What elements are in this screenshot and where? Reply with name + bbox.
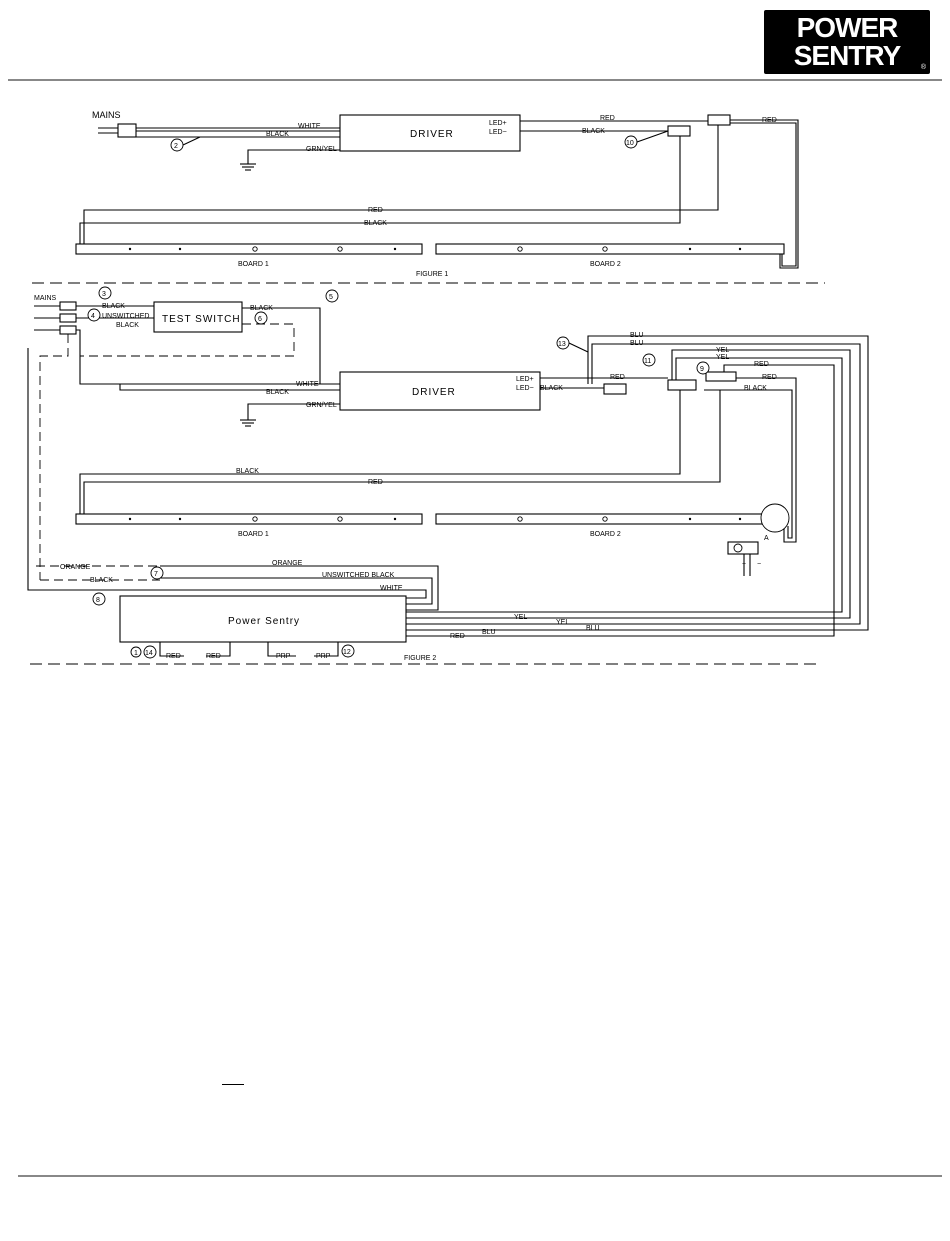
wire-yel-fig2-a: YEL bbox=[716, 347, 730, 354]
led-minus-fig2: LED− bbox=[516, 385, 534, 392]
wire-red-fig1-b: RED bbox=[762, 117, 777, 124]
wire-prp-fig2-a: PRP bbox=[276, 653, 291, 660]
figure-1-caption: FIGURE 1 bbox=[416, 271, 449, 278]
stray-mark bbox=[222, 1084, 244, 1085]
wire-orange-fig2-b: ORANGE bbox=[272, 560, 303, 567]
connector-10 bbox=[668, 126, 690, 136]
callout-4: 4 bbox=[91, 313, 95, 320]
wire-red-fig1-c: RED bbox=[368, 207, 383, 214]
callout-5: 5 bbox=[329, 294, 333, 301]
board-2-label-fig2: BOARD 2 bbox=[590, 531, 621, 538]
connector-9 bbox=[706, 372, 736, 381]
wire-red-fig2-b: RED bbox=[754, 361, 769, 368]
wire-black-fig2-d: BLACK bbox=[266, 389, 289, 396]
callout-1: 1 bbox=[134, 650, 138, 657]
polarity-plus: + bbox=[742, 561, 747, 568]
wire-red-fig2-c: RED bbox=[762, 374, 777, 381]
connector-top-right-fig1 bbox=[708, 115, 730, 125]
mains-label-fig2: MAINS bbox=[34, 295, 57, 302]
wire-black-fig1-c: BLACK bbox=[364, 220, 387, 227]
wire-blu-fig2-a: BLU bbox=[630, 332, 644, 339]
callout-2-text: 2 bbox=[174, 143, 178, 150]
callout-12: 13 bbox=[558, 341, 566, 348]
connector-detail bbox=[728, 542, 758, 554]
wire-white-fig2-b: WHITE bbox=[380, 585, 403, 592]
wire-yel-fig2-c: YEL bbox=[514, 614, 528, 621]
mains-connector-fig1 bbox=[118, 124, 136, 137]
test-switch-label: TEST SWITCH bbox=[162, 314, 241, 325]
board-2-label-fig1: BOARD 2 bbox=[590, 261, 621, 268]
wire-white-fig2: WHITE bbox=[296, 381, 319, 388]
polarity-minus: − bbox=[757, 561, 762, 568]
wire-yel-fig2-b: YEL bbox=[716, 354, 730, 361]
wire-black-fig2-b: BLACK bbox=[116, 322, 139, 329]
board-1-fig2 bbox=[76, 514, 422, 524]
wire-unswitched-fig2: UNSWITCHED bbox=[102, 313, 150, 320]
led-plus-fig1: LED+ bbox=[489, 120, 507, 127]
led-plus-fig2: LED+ bbox=[516, 376, 534, 383]
wire-black-fig2-c: BLACK bbox=[250, 305, 273, 312]
connector-12 bbox=[604, 384, 626, 394]
board-1-label-fig2: BOARD 1 bbox=[238, 531, 269, 538]
wire-black-fig2-f: BLACK bbox=[744, 385, 767, 392]
wire-prp-fig2-b: PRP bbox=[316, 653, 331, 660]
board-1-fig1 bbox=[76, 244, 422, 254]
wire-black-fig2-g: BLACK bbox=[236, 468, 259, 475]
mains-label-fig1: MAINS bbox=[92, 110, 121, 120]
wire-blu-fig2-c: BLU bbox=[586, 625, 600, 632]
callout-14: 14 bbox=[145, 650, 153, 657]
callout-11: 11 bbox=[644, 358, 652, 365]
wire-orange-fig2-a: ORANGE bbox=[60, 564, 91, 571]
wire-yel-fig2-d: YEL bbox=[556, 619, 570, 626]
figure-1 bbox=[32, 110, 825, 283]
power-sentry-label: Power Sentry bbox=[228, 616, 301, 627]
wire-red-fig2-d: RED bbox=[368, 479, 383, 486]
wire-blu-fig2-b: BLU bbox=[630, 340, 644, 347]
callout-6: 6 bbox=[258, 316, 262, 323]
wire-black-fig1: BLACK bbox=[266, 131, 289, 138]
wire-black-fig2-h: BLACK bbox=[90, 577, 113, 584]
led-minus-fig1: LED− bbox=[489, 129, 507, 136]
wire-blu-fig2-d: BLU bbox=[482, 629, 496, 636]
wire-red-fig2-e: RED bbox=[450, 633, 465, 640]
wire-black-fig2-a: BLACK bbox=[102, 303, 125, 310]
wire-unswitched-black: UNSWITCHED BLACK bbox=[322, 572, 395, 579]
callout-9: 9 bbox=[700, 366, 704, 373]
wire-red-fig2-f: RED bbox=[166, 653, 181, 660]
callout-13: 12 bbox=[343, 649, 351, 656]
wire-black-fig2-e: BLACK bbox=[540, 385, 563, 392]
board-1-label-fig1: BOARD 1 bbox=[238, 261, 269, 268]
wire-red-fig2-a: RED bbox=[610, 374, 625, 381]
wire-grn-yel-fig1: GRN/YEL bbox=[306, 146, 337, 153]
wire-red-fig2-g: RED bbox=[206, 653, 221, 660]
logo-line-2: SENTRY bbox=[793, 40, 901, 71]
board-2-fig2 bbox=[436, 514, 784, 524]
point-a: A bbox=[764, 535, 769, 542]
figure-2-caption: FIGURE 2 bbox=[404, 655, 437, 662]
wire-red-fig1-a: RED bbox=[600, 115, 615, 122]
callout-3: 3 bbox=[102, 291, 106, 298]
logo-line-1: POWER bbox=[796, 12, 898, 43]
callout-10-text: 10 bbox=[626, 140, 634, 147]
wire-black-fig1-a: BLACK bbox=[582, 128, 605, 135]
wire-grn-yel-fig2: GRN/YEL bbox=[306, 402, 337, 409]
logo-registered-mark: ® bbox=[920, 64, 926, 71]
connector-11 bbox=[668, 380, 696, 390]
callout-7: 7 bbox=[154, 571, 158, 578]
figure-2 bbox=[28, 287, 868, 664]
board-2-fig1 bbox=[436, 244, 784, 254]
callout-8: 8 bbox=[96, 597, 100, 604]
driver-label-fig1: DRIVER bbox=[410, 129, 454, 140]
driver-label-fig2: DRIVER bbox=[412, 387, 456, 398]
footer-rule bbox=[18, 1175, 942, 1177]
wire-white-fig1: WHITE bbox=[298, 123, 321, 130]
